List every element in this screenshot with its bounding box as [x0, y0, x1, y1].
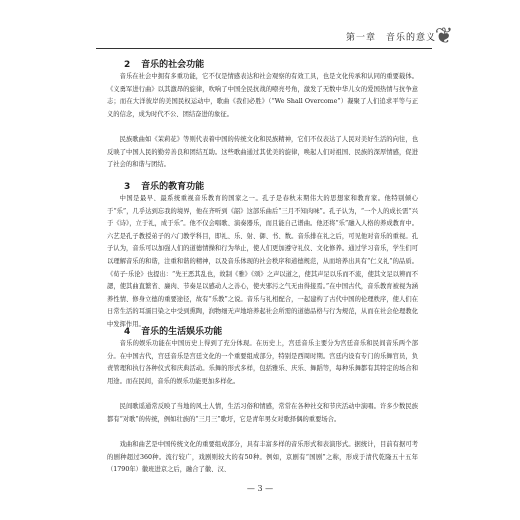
paragraph: 戏曲和曲艺是中国传统文化的重要组成部分，具有丰富多样的音乐形式和表演形式。据统计，目前有据可考的剧种超过360种。流行较广，戏剧则较大的有50种。例如，京剧有“国剧”之称，形成于清代乾隆五十五年（1790年）徽班进京之后，融合了徽、汉、: [107, 441, 418, 474]
paragraph: 音乐在社会中拥有多重功能，它不仅是情感表达和社会观察的有效工具，也是文化传承和认同的重要载体。《义勇军进行曲》以其激昂的旋律，吹响了中国全民抗战的嘹亮号角，激发了无数中华儿女的爱国热情与抗争意志；而在大洋彼岸的美国民权运动中，歌曲《我们必胜》（“We Shall Overcome”）凝聚了人们追求平等与正义的信念，成为时代不公、团结奋进的象征。: [107, 73, 418, 118]
section-heading: [124, 324, 222, 336]
section-title: 音乐的社会功能: [141, 60, 205, 70]
section-number: 4: [124, 327, 131, 337]
section-number: 3: [124, 182, 131, 192]
flourish-icon: ❦: [434, 24, 454, 49]
running-header: 第一章 音乐的意义: [345, 33, 436, 43]
paragraph: 民族歌曲如《茉莉花》等则代表着中国的传统文化和民族精神，它们不仅表达了人民对美好生活的向往，也反映了中国人民的勤劳善良和团结互助。这些歌曲通过其优美的旋律，唤起人们对祖国、民族的深厚情感，促进了社会的和谐与团结。: [107, 136, 418, 169]
section-number: 2: [124, 60, 131, 70]
paragraph: 音乐的娱乐功能在中国历史上得到了充分体现。在历史上，宫廷音乐主要分为宫廷音乐和民间音乐两个部分。在中国古代，宫廷音乐是宫廷文化的一个重要组成部分，特别是西周时期。宫廷内设有专门的乐舞官员，负责管理和执行各种仪式和庆典活动。乐舞的形式多样，包括雅乐、庆乐、舞蹈等，每种乐舞都有其特定的场合和用途。而在民间，音乐的娱乐功能更加多样化。: [107, 340, 418, 385]
section-heading: [124, 179, 204, 191]
section-heading: [124, 57, 204, 69]
section-title: 音乐的教育功能: [141, 182, 205, 192]
page-number: — 3 —: [246, 484, 274, 493]
section-title: 音乐的生活娱乐功能: [141, 327, 223, 337]
paragraph: 民间歌谣通常反映了当地的风土人情，生活习俗和情感，常常在各种社交和节庆活动中演唱。许多少数民族都有“对歌”的传统，例如壮族的“三月三”歌圩，它是青年男女对歌择偶的重要场合。: [107, 403, 418, 423]
paragraph: 中国是最早、最系统重视音乐教育的国家之一。孔子是春秋末期伟大的思想家和教育家。他特别倾心于“乐”，几乎达到忘我的境界，他在齐听到《韶》这部乐曲后“三月不知肉味”。孔子认为，“一个人的成长需“兴于《诗》，立于礼，成于乐”。他不仅会唱歌、演奏器乐，而且能自己谱曲。他还将“乐”融入人格的养成教育中。六艺是孔子教授弟子的六门教学科目，即礼、乐、射、御、书、数。音乐排在礼之后，可见他对音乐的重视。孔子认为，音乐可以加强人们的道德情操和行为举止，使人们更加遵守礼仪、文化修养。通过学习音乐，学生们可以理解音乐的和谐，注重和谐的精神，以及音乐体现的社会秩序和道德规范，从而培养出具有“仁义礼”的品质。《荀子·乐论》也提出：“先王恶其乱也，故制《雅》《颂》之声以道之，使其声足以乐而不流，使其文足以辨而不諰，使其曲直繁省、廉肉、节奏足以感动人之善心，使夫邪污之气无由得接焉。”在中国古代，音乐教育被视为涵养性情、修身立德的重要途径，故有“乐教”之说。音乐与礼相配合，一起建构了古代中国的伦理秩序，使人们在日常生活的耳濡目染之中受到熏陶，润物细无声地培养起社会所需的道德品格与行为规范，从而在社会伦理教化中发挥作用。: [107, 195, 418, 328]
header-rule: [96, 48, 432, 49]
